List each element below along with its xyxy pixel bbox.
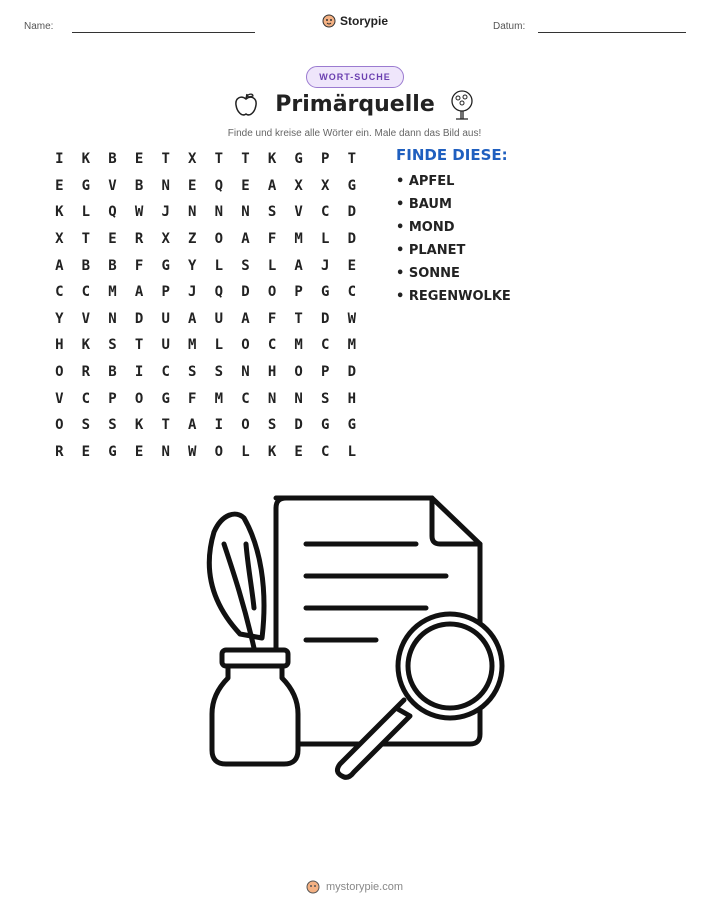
grid-cell[interactable]: F xyxy=(267,310,277,327)
grid-cell[interactable]: Q xyxy=(214,177,224,194)
grid-cell[interactable]: V xyxy=(294,204,303,221)
grid-cell[interactable]: T xyxy=(241,151,250,168)
grid-cell[interactable]: I xyxy=(55,151,64,168)
grid-cell[interactable]: C xyxy=(55,284,64,301)
grid-cell[interactable]: D xyxy=(347,231,357,248)
letter-grid xyxy=(46,146,366,465)
grid-cell[interactable]: W xyxy=(188,443,197,460)
grid-cell[interactable]: P xyxy=(161,284,170,301)
grid-cell[interactable]: C xyxy=(81,284,91,301)
grid-cell[interactable]: X xyxy=(55,231,64,248)
grid-cell[interactable]: B xyxy=(108,257,117,274)
grid-cell[interactable]: G xyxy=(347,417,357,434)
grid-cell[interactable]: M xyxy=(294,231,303,248)
grid-cell[interactable]: W xyxy=(347,310,357,327)
grid-cell[interactable]: S xyxy=(321,390,330,407)
grid-cell[interactable]: C xyxy=(321,443,330,460)
grid-cell[interactable]: K xyxy=(134,417,144,434)
grid-cell[interactable]: K xyxy=(55,204,64,221)
grid-cell[interactable]: X xyxy=(321,177,330,194)
grid-cell[interactable]: Z xyxy=(188,231,197,248)
grid-cell[interactable]: T xyxy=(161,151,170,168)
page-title: Primärquelle xyxy=(275,92,435,117)
word-list xyxy=(396,170,511,308)
grid-cell[interactable]: T xyxy=(161,417,170,434)
grid-cell[interactable]: O xyxy=(214,443,224,460)
grid-cell[interactable]: S xyxy=(267,417,277,434)
instructions: Finde und kreise alle Wörter ein. Male dann das Bild aus! xyxy=(227,128,482,139)
grid-cell[interactable]: F xyxy=(188,390,197,407)
grid-cell[interactable]: S xyxy=(188,364,197,381)
grid-cell[interactable]: F xyxy=(134,257,144,274)
grid-cell[interactable]: T xyxy=(134,337,144,354)
grid-cell[interactable]: Q xyxy=(214,284,224,301)
word-list-heading: FINDE DIESE: xyxy=(396,146,508,164)
grid-cell[interactable]: N xyxy=(294,390,303,407)
footer-url[interactable]: mystorypie.com xyxy=(325,881,404,893)
grid-cell[interactable]: W xyxy=(134,204,144,221)
grid-cell[interactable]: D xyxy=(241,284,250,301)
grid-cell[interactable]: B xyxy=(108,364,117,381)
grid-cell[interactable]: C xyxy=(81,390,91,407)
date-line[interactable] xyxy=(538,32,686,33)
grid-cell[interactable]: S xyxy=(267,204,277,221)
grid-cell[interactable]: M xyxy=(214,390,224,407)
grid-cell[interactable]: S xyxy=(108,417,117,434)
grid-cell[interactable]: H xyxy=(347,390,357,407)
grid-cell[interactable]: U xyxy=(161,310,170,327)
name-line[interactable] xyxy=(72,32,255,33)
grid-cell[interactable]: O xyxy=(241,337,250,354)
word-item: • BAUM xyxy=(396,197,452,212)
mascot-icon xyxy=(322,14,336,28)
grid-cell[interactable]: X xyxy=(161,231,170,248)
grid-cell[interactable]: Q xyxy=(108,204,117,221)
magnifier-lens xyxy=(398,614,502,718)
grid-cell[interactable]: G xyxy=(161,390,170,407)
grid-cell[interactable]: M xyxy=(294,337,303,354)
grid-cell[interactable]: B xyxy=(81,257,91,274)
grid-cell[interactable]: J xyxy=(161,204,170,221)
grid-cell[interactable]: T xyxy=(294,310,303,327)
grid-cell[interactable]: U xyxy=(214,310,224,327)
grid-cell[interactable]: A xyxy=(134,284,144,301)
grid-cell[interactable]: C xyxy=(161,364,170,381)
brand-name: Storypie xyxy=(340,14,389,28)
grid-cell[interactable]: D xyxy=(134,310,144,327)
grid-cell[interactable]: C xyxy=(321,337,330,354)
grid-cell[interactable]: H xyxy=(55,337,64,354)
grid-cell[interactable]: P xyxy=(321,151,330,168)
grid-cell[interactable]: O xyxy=(55,417,64,434)
grid-cell[interactable]: G xyxy=(81,177,91,194)
grid-cell[interactable]: G xyxy=(347,177,357,194)
grid-cell[interactable]: A xyxy=(241,231,250,248)
grid-cell[interactable]: J xyxy=(188,284,197,301)
grid-cell[interactable]: E xyxy=(188,177,197,194)
grid-cell[interactable]: D xyxy=(294,417,303,434)
grid-cell[interactable]: R xyxy=(55,443,64,460)
grid-cell[interactable]: V xyxy=(108,177,117,194)
footer xyxy=(0,880,709,894)
grid-cell[interactable]: I xyxy=(134,364,144,381)
grid-cell[interactable]: N xyxy=(161,177,170,194)
grid-cell[interactable]: O xyxy=(294,364,303,381)
grid-cell[interactable]: E xyxy=(81,443,91,460)
grid-cell[interactable]: E xyxy=(108,231,117,248)
name-label: Name: xyxy=(24,21,54,32)
grid-cell[interactable]: S xyxy=(81,417,91,434)
grid-cell[interactable]: P xyxy=(108,390,117,407)
grid-cell[interactable]: M xyxy=(347,337,357,354)
word-item: • MOND xyxy=(396,220,455,235)
primary-source-illustration xyxy=(200,488,510,784)
grid-cell[interactable]: P xyxy=(321,364,330,381)
grid-cell[interactable]: U xyxy=(161,337,170,354)
grid-cell[interactable]: C xyxy=(241,390,250,407)
grid-cell[interactable]: N xyxy=(241,364,250,381)
grid-cell[interactable]: N xyxy=(241,204,250,221)
grid-cell[interactable]: A xyxy=(188,417,197,434)
date-label: Datum: xyxy=(493,21,526,32)
grid-cell[interactable]: O xyxy=(241,417,250,434)
grid-cell[interactable]: D xyxy=(321,310,330,327)
grid-cell[interactable]: M xyxy=(188,337,197,354)
grid-cell[interactable]: N xyxy=(161,443,170,460)
grid-cell[interactable]: L xyxy=(321,231,330,248)
grid-cell[interactable]: Y xyxy=(55,310,64,327)
grid-cell[interactable]: T xyxy=(214,151,224,168)
grid-cell[interactable]: L xyxy=(81,204,91,221)
grid-cell[interactable]: Y xyxy=(188,257,197,274)
grid-cell[interactable]: C xyxy=(347,284,357,301)
grid-cell[interactable]: S xyxy=(108,337,117,354)
grid-cell[interactable]: N xyxy=(214,204,224,221)
grid-cell[interactable]: K xyxy=(267,151,277,168)
grid-cell[interactable]: V xyxy=(55,390,64,407)
grid-cell[interactable]: M xyxy=(108,284,117,301)
grid-cell[interactable]: G xyxy=(108,443,117,460)
grid-cell[interactable]: G xyxy=(321,417,330,434)
grid-cell[interactable]: L xyxy=(214,257,224,274)
apple-icon xyxy=(232,91,260,119)
grid-cell[interactable]: K xyxy=(81,151,91,168)
grid-cell[interactable]: E xyxy=(347,257,357,274)
grid-cell[interactable]: X xyxy=(188,151,197,168)
grid-cell[interactable]: E xyxy=(241,177,250,194)
grid-cell[interactable]: R xyxy=(134,231,144,248)
grid-cell[interactable]: H xyxy=(267,364,277,381)
grid-cell[interactable]: J xyxy=(321,257,330,274)
word-item: • SONNE xyxy=(396,266,460,281)
grid-cell[interactable]: B xyxy=(134,177,144,194)
word-item: • PLANET xyxy=(396,243,466,258)
grid-cell[interactable]: V xyxy=(81,310,91,327)
inkwell xyxy=(212,660,298,764)
grid-cell[interactable]: O xyxy=(214,231,224,248)
grid-cell[interactable]: P xyxy=(294,284,303,301)
grid-cell[interactable]: N xyxy=(108,310,117,327)
grid-cell[interactable]: D xyxy=(347,364,357,381)
grid-cell[interactable]: N xyxy=(188,204,197,221)
grid-cell[interactable]: O xyxy=(134,390,144,407)
grid-cell[interactable]: K xyxy=(81,337,91,354)
grid-cell[interactable]: B xyxy=(108,151,117,168)
grid-cell[interactable]: O xyxy=(267,284,277,301)
magnifier-handle xyxy=(337,700,410,777)
grid-cell[interactable]: S xyxy=(241,257,250,274)
grid-cell[interactable]: C xyxy=(267,337,277,354)
word-item: • REGENWOLKE xyxy=(396,289,511,304)
grid-cell[interactable]: C xyxy=(321,204,330,221)
grid-cell[interactable]: L xyxy=(267,257,277,274)
grid-cell[interactable]: G xyxy=(161,257,170,274)
grid-cell[interactable]: F xyxy=(267,231,277,248)
grid-cell[interactable]: A xyxy=(241,310,250,327)
grid-cell[interactable]: K xyxy=(267,443,277,460)
grid-cell[interactable]: G xyxy=(294,151,303,168)
grid-cell[interactable]: L xyxy=(241,443,250,460)
grid-cell[interactable]: R xyxy=(81,364,91,381)
grid-cell[interactable]: I xyxy=(214,417,224,434)
grid-cell[interactable]: N xyxy=(267,390,277,407)
category-badge: WORT-SUCHE xyxy=(306,66,404,88)
grid-cell[interactable]: A xyxy=(267,177,277,194)
grid-cell[interactable]: L xyxy=(347,443,357,460)
grid-cell[interactable]: A xyxy=(188,310,197,327)
word-item: • APFEL xyxy=(396,174,455,189)
grid-cell[interactable]: S xyxy=(214,364,224,381)
mascot-icon xyxy=(306,880,320,894)
grid-cell[interactable]: L xyxy=(214,337,224,354)
grid-cell[interactable]: E xyxy=(55,177,64,194)
grid-cell[interactable]: E xyxy=(134,443,144,460)
grid-cell[interactable]: A xyxy=(55,257,64,274)
grid-cell[interactable]: D xyxy=(347,204,357,221)
grid-cell[interactable]: G xyxy=(321,284,330,301)
grid-cell[interactable]: O xyxy=(55,364,64,381)
grid-cell[interactable]: E xyxy=(134,151,144,168)
grid-cell[interactable]: X xyxy=(294,177,303,194)
tree-icon xyxy=(447,89,477,121)
grid-cell[interactable]: E xyxy=(294,443,303,460)
grid-cell[interactable]: T xyxy=(81,231,91,248)
grid-cell[interactable]: T xyxy=(347,151,357,168)
brand-logo xyxy=(322,14,388,28)
grid-cell[interactable]: A xyxy=(294,257,303,274)
